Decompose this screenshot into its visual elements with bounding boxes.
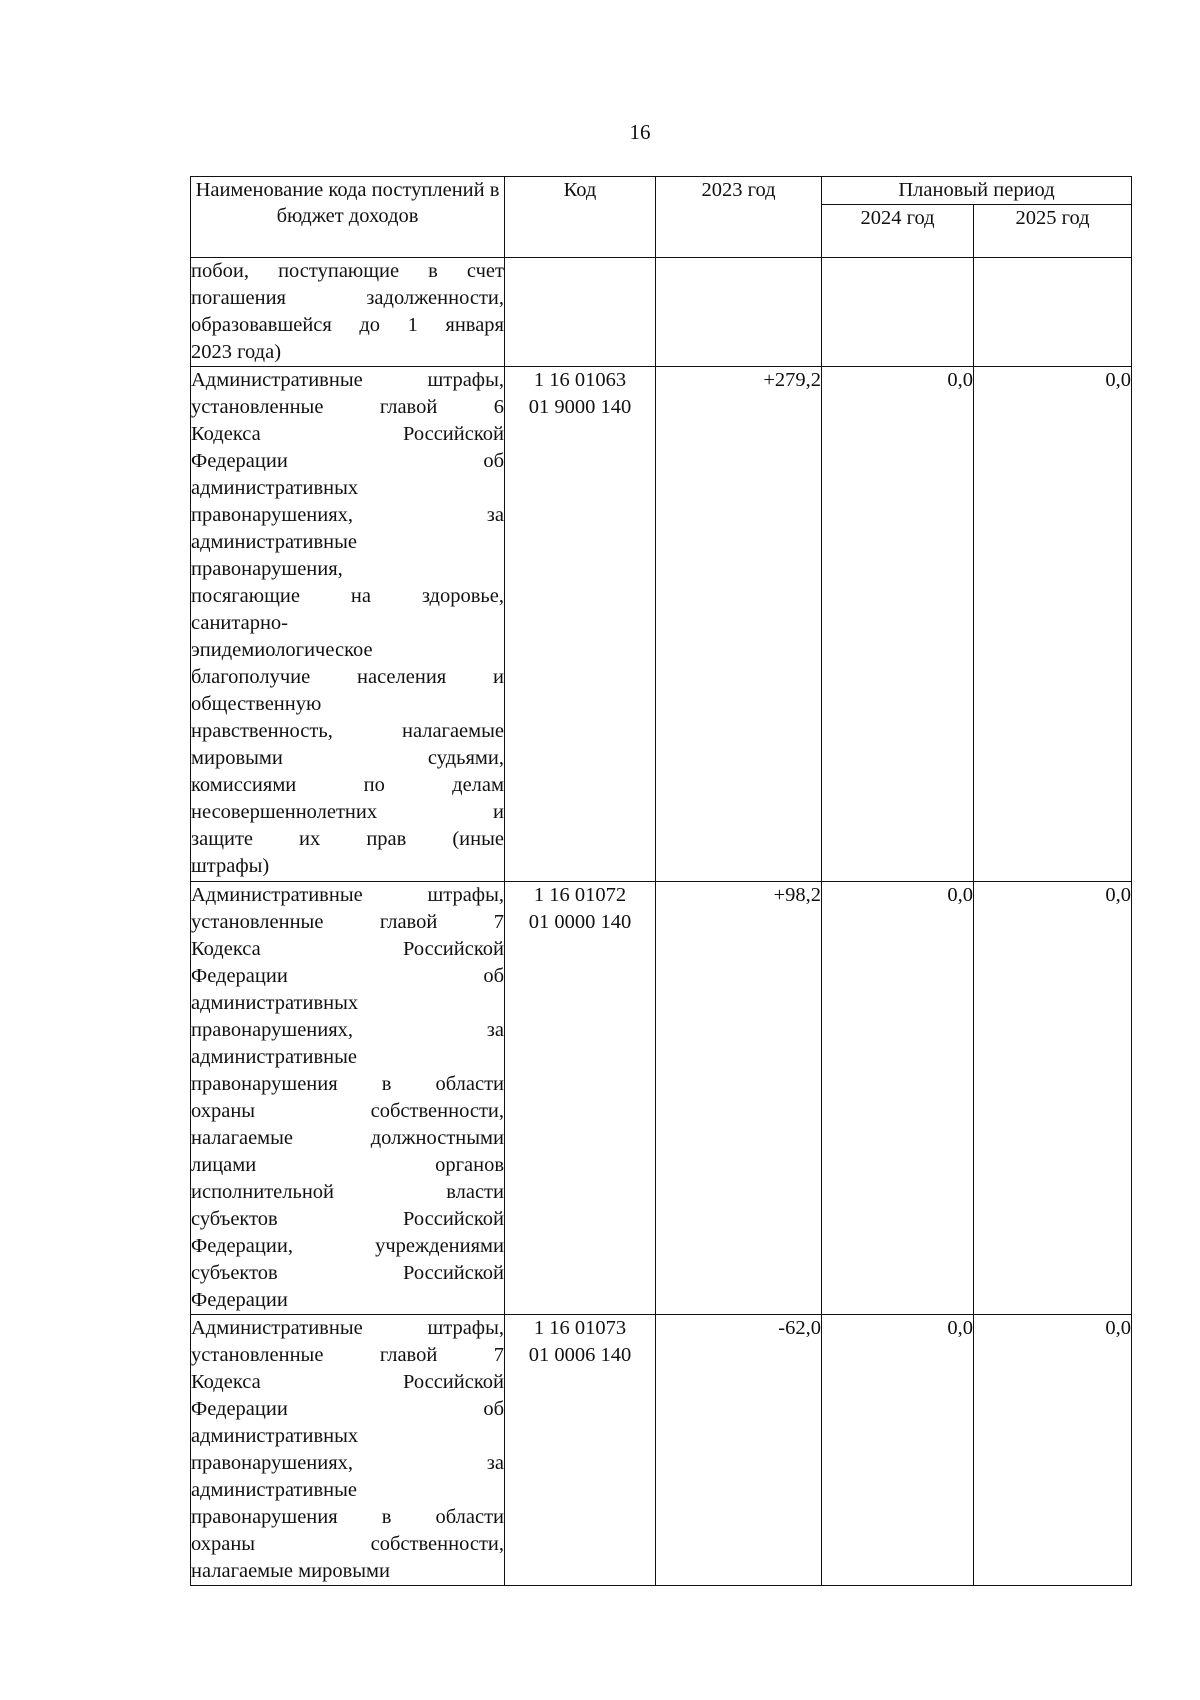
revenue-name-line: охраны собственности, [191, 1533, 504, 1555]
revenue-name-line: несовершеннолетних и [191, 801, 504, 823]
value-2025-cell [974, 258, 1132, 367]
revenue-name-line: побои, поступающие в счет [191, 260, 504, 282]
revenue-code-cell [505, 882, 656, 1315]
revenue-name-line: Кодекса Российской [191, 1371, 504, 1393]
revenue-name-line: правонарушениях, за [191, 1452, 504, 1474]
table-body [191, 258, 1132, 1586]
revenue-name-cell [191, 367, 505, 882]
revenue-name-line: Федерации [191, 1289, 288, 1311]
header-code: Код [505, 177, 656, 258]
revenue-name-line: Федерации, учреждениями [191, 1235, 504, 1257]
value-2025-cell: 0,0 [974, 882, 1132, 1315]
value-2024-cell: 0,0 [822, 367, 974, 882]
revenue-code-cell [505, 1315, 656, 1586]
header-year-2025: 2025 год [974, 205, 1132, 258]
value-2024-cell: 0,0 [822, 1315, 974, 1586]
revenue-name-line: административные [191, 1479, 357, 1501]
revenue-name-line: административных [191, 1425, 359, 1447]
revenue-name-line: правонарушения, [191, 558, 343, 580]
revenue-name-line: правонарушениях, за [191, 1019, 504, 1041]
revenue-name-line: эпидемиологическое [191, 639, 373, 661]
revenue-name-line: погашения задолженности, [191, 287, 504, 309]
revenue-name-line: Федерации об [191, 965, 504, 987]
header-plan-period: Плановый период [822, 177, 1132, 205]
value-2023-cell [656, 258, 822, 367]
header-year-2023: 2023 год [656, 177, 822, 258]
revenue-name-line: административные [191, 1046, 357, 1068]
value-2025-cell: 0,0 [974, 367, 1132, 882]
revenue-name-line: правонарушениях, за [191, 504, 504, 526]
revenue-name-line: административные [191, 531, 357, 553]
revenue-code-line: 1 16 01063 [533, 369, 627, 391]
page-number: 16 [629, 120, 651, 144]
revenue-name-cell [191, 1315, 505, 1586]
revenue-name-line: лицами органов [191, 1154, 504, 1176]
revenue-code-cell [505, 258, 656, 367]
revenue-name-cell [191, 258, 505, 367]
revenue-name-line: штрафы) [191, 855, 270, 877]
revenue-code-cell [505, 367, 656, 882]
revenue-name-line: Кодекса Российской [191, 423, 504, 445]
revenue-name-line: 2023 года) [191, 341, 282, 363]
revenue-name-line: установленные главой 7 [191, 911, 504, 933]
revenue-name-cell [191, 882, 505, 1315]
revenue-name-line: субъектов Российской [191, 1208, 504, 1230]
revenue-name-line: комиссиями по делам [191, 774, 504, 796]
revenue-name-line: административных [191, 992, 359, 1014]
revenue-code-line: 1 16 01073 [533, 1317, 627, 1339]
revenue-name-line: охраны собственности, [191, 1100, 504, 1122]
header-year-2024: 2024 год [822, 205, 974, 258]
revenue-code-line: 01 0006 140 [528, 1344, 632, 1366]
revenue-name-line: благополучие населения и [191, 666, 504, 688]
revenue-name-line: мировыми судьями, [191, 747, 504, 769]
budget-revenue-table [190, 176, 1132, 1586]
revenue-code-line: 01 0000 140 [528, 911, 632, 933]
table-row [191, 882, 1132, 1315]
value-2024-cell [822, 258, 974, 367]
revenue-name-line: налагаемые мировыми [191, 1560, 390, 1582]
revenue-name-line: Административные штрафы, [191, 1317, 504, 1339]
value-2023-cell: -62,0 [656, 1315, 822, 1586]
revenue-name-line: Федерации об [191, 450, 504, 472]
revenue-name-line: образовавшейся до 1 января [191, 314, 504, 336]
value-2023-cell: +98,2 [656, 882, 822, 1315]
value-2024-cell: 0,0 [822, 882, 974, 1315]
revenue-code-line: 01 9000 140 [528, 396, 632, 418]
table-row [191, 367, 1132, 882]
revenue-name-line: установленные главой 6 [191, 396, 504, 418]
revenue-code-line: 1 16 01072 [533, 884, 627, 906]
header-name: Наименование кода поступлений в бюджет доходов [191, 177, 505, 258]
revenue-name-line: Административные штрафы, [191, 884, 504, 906]
revenue-name-line: исполнительной власти [191, 1181, 504, 1203]
revenue-name-line: Федерации об [191, 1398, 504, 1420]
revenue-name-line: Кодекса Российской [191, 938, 504, 960]
revenue-name-line: посягающие на здоровье, [191, 585, 504, 607]
revenue-name-line: субъектов Российской [191, 1262, 504, 1284]
value-2023-cell: +279,2 [656, 367, 822, 882]
revenue-name-line: налагаемые должностными [191, 1127, 504, 1149]
revenue-name-line: нравственность, налагаемые [191, 720, 504, 742]
table-row [191, 258, 1132, 367]
table-row [191, 1315, 1132, 1586]
revenue-name-line: правонарушения в области [191, 1506, 504, 1528]
revenue-name-line: общественную [191, 693, 322, 715]
revenue-name-line: установленные главой 7 [191, 1344, 504, 1366]
revenue-name-line: защите их прав (иные [191, 828, 504, 850]
revenue-name-line: Административные штрафы, [191, 369, 504, 391]
revenue-name-line: санитарно- [191, 612, 288, 634]
value-2025-cell: 0,0 [974, 1315, 1132, 1586]
revenue-name-line: правонарушения в области [191, 1073, 504, 1095]
revenue-name-line: административных [191, 477, 359, 499]
